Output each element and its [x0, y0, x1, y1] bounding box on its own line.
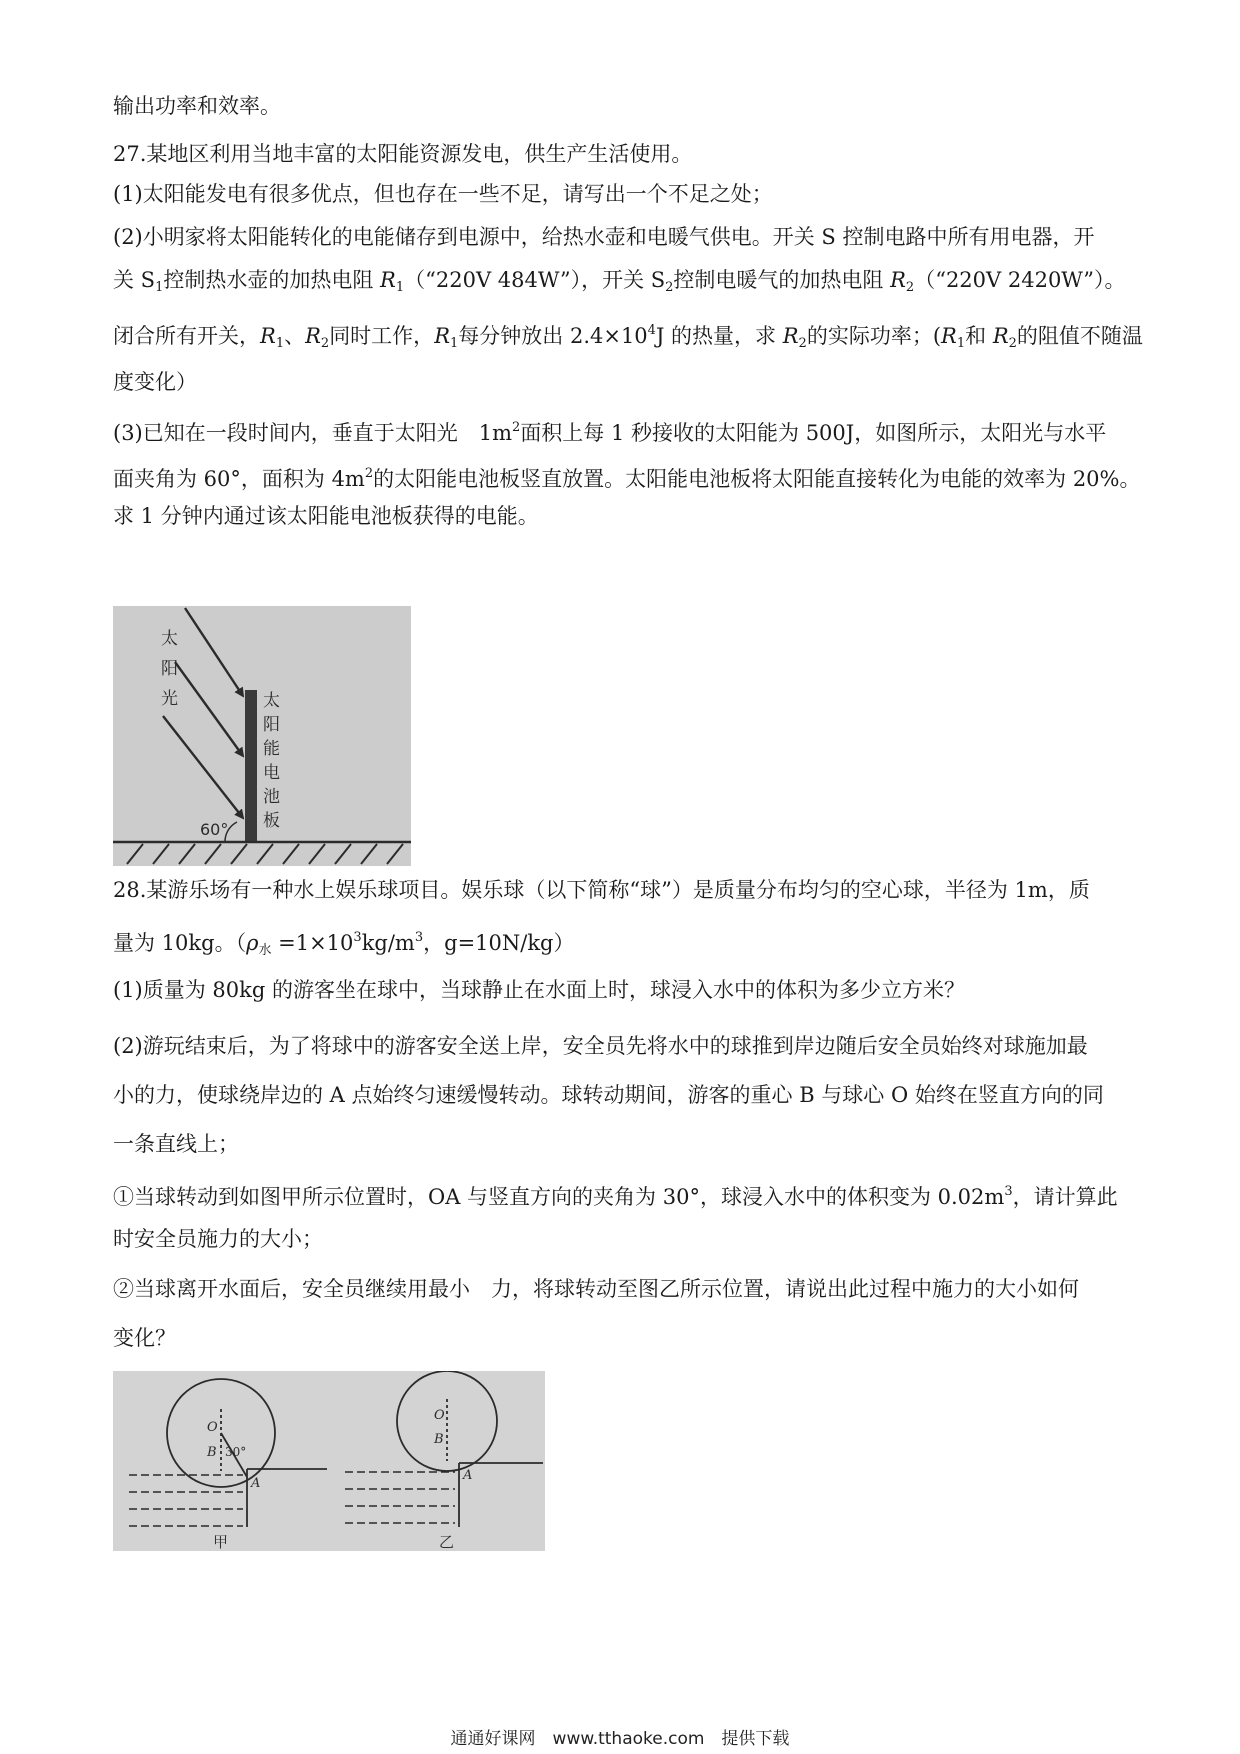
question-28-part-2-line-1: (2)游玩结束后，为了将球中的游客安全送上岸，安全员先将水中的球推到岸边随后安全员始终对球施加最: [113, 1034, 1088, 1058]
question-28-sub-1-line-2: 时安全员施力的大小；: [113, 1227, 323, 1251]
panel-label-char: 能: [263, 739, 280, 759]
question-28-part-1: (1)质量为 80kg 的游客坐在球中，当球静止在水面上时，球浸入水中的体积为多少立方米？: [113, 978, 965, 1002]
question-28-sub-1-line-1: ①当球转动到如图甲所示位置时，OA 与竖直方向的夹角为 30°，球浸入水中的体积变为 $0.02m^3$，请计算此: [113, 1184, 1118, 1209]
label-yi: 乙: [439, 1533, 455, 1551]
question-27-part-3-line-2: 面夹角为 60°，面积为 $4m^2$的太阳能电池板竖直放置。太阳能电池板将太阳能直接转化为电能的效率为 20%。: [113, 466, 1141, 491]
sunlight-label-char: 光: [161, 689, 178, 709]
panel-label-char: 池: [263, 787, 280, 807]
question-27-part-3-line-3: 求 1 分钟内通过该太阳能电池板获得的电能。: [113, 504, 539, 528]
solar-panel-figure: [113, 606, 411, 866]
question-28-part-2-line-2: 小的力，使球绕岸边的 A 点始终匀速缓慢转动。球转动期间，游客的重心 B 与球心 O 始终在竖直方向的同: [113, 1083, 1104, 1107]
panel-label-char: 电: [263, 763, 280, 783]
page-footer: 通通好课网 www.tthaoke.com 提供下载: [450, 1729, 790, 1749]
panel-label-char: 太: [263, 691, 280, 711]
text-line: 输出功率和效率。: [113, 94, 281, 118]
label-jia: 甲: [213, 1533, 229, 1551]
label-b: B: [207, 1445, 217, 1460]
question-28-sub-2-line-2: 变化？: [113, 1326, 176, 1350]
label-o: O: [207, 1420, 218, 1435]
label-b: B: [434, 1432, 444, 1447]
question-28-part-2-line-3: 一条直线上；: [113, 1132, 239, 1156]
angle-label: 30°: [225, 1445, 247, 1459]
question-27-part-2-line-2: 关 $S_1$控制热水壶的加热电阻 $R_1(“220V$ 484W”），开关 $S_2$控制电暖气的加热电阻 $R_2(“220V$ 2420W”）。: [113, 268, 1126, 295]
sunlight-label-char: 太: [161, 629, 178, 649]
label-a: A: [463, 1468, 473, 1483]
question-28-title: 28.某游乐场有一种水上娱乐球项目。娱乐球（以下简称“球”）是质量分布均匀的空心球，半径为 1m，质: [113, 878, 1090, 902]
solar-panel-bar: [245, 690, 257, 842]
panel-label-char: 板: [263, 811, 280, 831]
sunlight-label-char: 阳: [161, 659, 178, 679]
question-27-part-3-line-1: (3)已知在一段时间内，垂直于太阳光 $1m^2$面积上每 1 秒接收的太阳能为 500J，如图所示，太阳光与水平: [113, 420, 1107, 445]
panel-label-char: 阳: [263, 715, 280, 735]
ball-rotation-figure: [113, 1371, 545, 1551]
angle-label: 60°: [200, 820, 229, 839]
question-27-part-2-line-3: 闭合所有开关，$R_1$、$R_2$同时工作，$R_1$每分钟放出 $2.4\times 10^4J$ 的热量，求 $R_2$的实际功率；($R_1$和 $R_2$的阻值不随温: [113, 323, 1143, 351]
question-28-title-line-2: 量为 10kg。（$\rho_水 =1\times 10^3kg/m^3$，g=10N/kg）: [113, 930, 575, 958]
question-27-part-2-line-1: (2)小明家将太阳能转化的电能储存到电源中，给热水壶和电暖气供电。开关 S 控制电路中所有用电器，开: [113, 225, 1095, 249]
question-28-sub-2-line-1: ②当球离开水面后，安全员继续用最小 力，将球转动至图乙所示位置，请说出此过程中施力的大小如何: [113, 1277, 1079, 1301]
question-27-part-2-line-4: 度变化）: [113, 370, 197, 394]
label-a: A: [251, 1476, 261, 1491]
question-27-title: 27.某地区利用当地丰富的太阳能资源发电，供生产生活使用。: [113, 142, 693, 166]
question-27-part-1: (1)太阳能发电有很多优点，但也存在一些不足，请写出一个不足之处；: [113, 182, 773, 206]
label-o: O: [434, 1408, 445, 1423]
